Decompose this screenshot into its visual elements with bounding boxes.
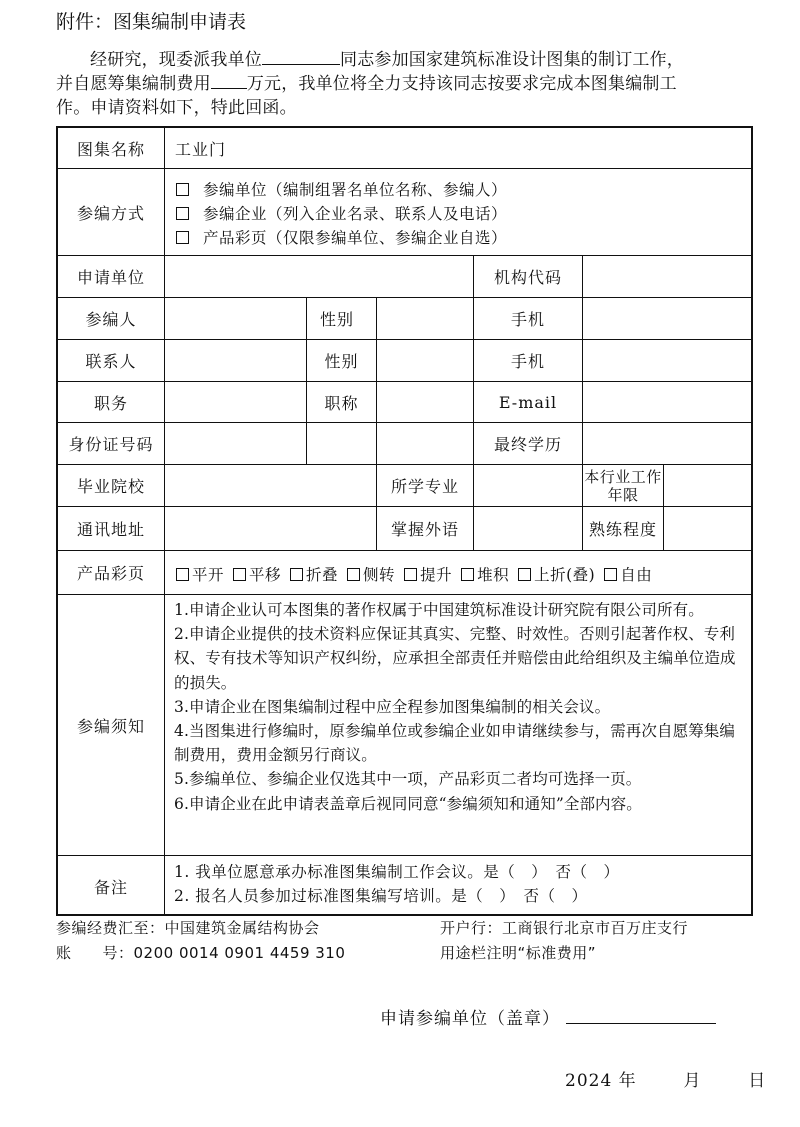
address-label: 通讯地址 (76, 520, 145, 539)
product-option[interactable]: 堆积 (461, 563, 509, 585)
applicant-unit-label: 申请单位 (76, 268, 145, 287)
school-label: 毕业院校 (76, 477, 145, 496)
participation-option-product[interactable]: 产品彩页（仅限参编单位、参编企业自选） (176, 226, 507, 250)
signature-label: 申请参编单位（盖章） (380, 1009, 560, 1029)
product-options (176, 556, 751, 592)
signature-blank[interactable] (566, 1007, 716, 1024)
org-code-field[interactable] (583, 256, 751, 297)
mobile-label: 手机 (510, 352, 545, 371)
mobile-label: 手机 (510, 310, 545, 329)
checkbox[interactable] (604, 568, 617, 581)
email-field[interactable] (583, 382, 751, 422)
position-label: 职务 (93, 393, 128, 413)
years-label: 本行业工作年限 (584, 467, 662, 504)
participation-option-unit[interactable]: 参编单位（编制组署名单位名称、参编人） (176, 178, 507, 202)
mobile-field[interactable] (583, 340, 751, 381)
checkbox[interactable] (176, 231, 189, 244)
years-field[interactable] (664, 465, 751, 506)
major-field[interactable] (474, 465, 582, 506)
checkbox[interactable] (404, 568, 417, 581)
language-label: 掌握外语 (390, 520, 459, 539)
intro-paragraph (56, 48, 750, 120)
page-title: 附件：图集编制申请表 (56, 11, 247, 33)
email-label: E-mail (498, 392, 558, 412)
remarks-label: 备注 (93, 877, 128, 897)
major-label: 所学专业 (390, 477, 459, 496)
note-item: 4.当图集进行修编时，原参编单位或参编企业如申请继续参与，需再次自愿筹集编制费用，费用金额另行商议。 (174, 722, 735, 765)
product-option[interactable]: 上折(叠) (518, 563, 595, 585)
intro-line2-a: 并自愿筹集编制费用 (56, 74, 211, 94)
position-field[interactable] (165, 382, 306, 422)
checkbox[interactable] (518, 568, 531, 581)
signature-area (380, 1004, 716, 1029)
note-item: 5.参编单位、参编企业仅选其中一项，产品彩页二者均可选择一页。 (174, 770, 642, 789)
intro-line1-a: 经研究，现委派我单位 (90, 50, 262, 70)
product-option[interactable]: 平开 (176, 563, 224, 585)
bank-text: 开户行：工商银行北京市百万庄支行 (440, 919, 689, 937)
date-year: 2024 年 (565, 1071, 637, 1091)
checkbox[interactable] (176, 183, 189, 196)
fee-amount-blank[interactable] (211, 74, 247, 89)
remark-item: 2. 报名人员参加过标准图集编写培训。是（ ） 否（ ） (174, 887, 588, 905)
gender-label: 性别 (324, 352, 359, 371)
notes-list (174, 598, 749, 816)
intro-line1-b: 同志参加国家建筑标准设计图集的制订工作， (340, 50, 684, 70)
checkbox[interactable] (176, 568, 189, 581)
product-option[interactable]: 侧转 (347, 563, 395, 585)
education-field[interactable] (583, 423, 751, 464)
title-field[interactable] (377, 382, 473, 422)
date-month: 月 (683, 1071, 702, 1091)
mobile-field[interactable] (583, 298, 751, 339)
note-item: 2.申请企业提供的技术资料应保证其真实、完整、时效性。否则引起著作权、专利权、专有技术等知识产权纠纷，应承担全部责任并赔偿由此给组织及主编单位造成的损失。 (174, 625, 736, 692)
applicant-unit-field[interactable] (165, 256, 473, 297)
product-option[interactable]: 折叠 (290, 563, 338, 585)
intro-line3: 作。申请资料如下，特此回函。 (56, 98, 297, 118)
checkbox[interactable] (347, 568, 360, 581)
remarks-list (174, 860, 749, 908)
participant-field[interactable] (165, 298, 306, 339)
remark-item: 1. 我单位愿意承办标准图集编制工作会议。是（ ） 否（ ） (174, 863, 620, 881)
participation-options (176, 178, 507, 250)
checkbox[interactable] (233, 568, 246, 581)
title-label: 职称 (324, 393, 359, 413)
education-label: 最终学历 (493, 435, 562, 454)
gender-label: 性别 (319, 310, 354, 329)
participation-label: 参编方式 (76, 203, 145, 223)
language-field[interactable] (474, 507, 582, 550)
address-field[interactable] (165, 507, 376, 550)
product-label: 产品彩页 (76, 564, 145, 583)
date-line (565, 1066, 772, 1091)
participant-label: 参编人 (85, 310, 137, 329)
checkbox[interactable] (176, 207, 189, 220)
gender-field[interactable] (377, 340, 473, 381)
payee-text: 参编经费汇至：中国建筑金属结构协会 (56, 919, 320, 937)
gender-field[interactable] (377, 298, 473, 339)
participation-option-enterprise[interactable]: 参编企业（列入企业名录、联系人及电话） (176, 202, 507, 226)
product-option[interactable]: 自由 (604, 563, 652, 585)
note-item: 1.申请企业认可本图集的著作权属于中国建筑标准设计研究院有限公司所有。 (174, 601, 704, 619)
id-number-label: 身份证号码 (68, 435, 154, 454)
account-text: 账 号：0200 0014 0901 4459 310 (56, 944, 346, 962)
school-field[interactable] (165, 465, 376, 506)
memo-text: 用途栏注明“标准费用” (440, 944, 597, 962)
notes-label: 参编须知 (76, 716, 145, 736)
atlas-name-label: 图集名称 (76, 139, 145, 159)
org-code-label: 机构代码 (493, 268, 562, 287)
application-form-table (56, 126, 753, 916)
checkbox[interactable] (461, 568, 474, 581)
id-number-field[interactable] (165, 423, 473, 464)
checkbox[interactable] (290, 568, 303, 581)
contact-label: 联系人 (85, 352, 137, 371)
product-option[interactable]: 提升 (404, 563, 452, 585)
date-day: 日 (748, 1071, 767, 1091)
proficiency-field[interactable] (664, 507, 751, 550)
product-option[interactable]: 平移 (233, 563, 281, 585)
intro-line2-b: 万元，我单位将全力支持该同志按要求完成本图集编制工 (246, 74, 677, 94)
contact-field[interactable] (165, 340, 306, 381)
proficiency-label: 熟练程度 (588, 520, 657, 539)
delegate-name-blank[interactable] (262, 50, 340, 65)
note-item: 6.申请企业在此申请表盖章后视同同意“参编须知和通知”全部内容。 (174, 794, 642, 813)
note-item: 3.申请企业在图集编制过程中应全程参加图集编制的相关会议。 (174, 697, 611, 716)
atlas-name-value[interactable]: 工业门 (175, 139, 227, 159)
